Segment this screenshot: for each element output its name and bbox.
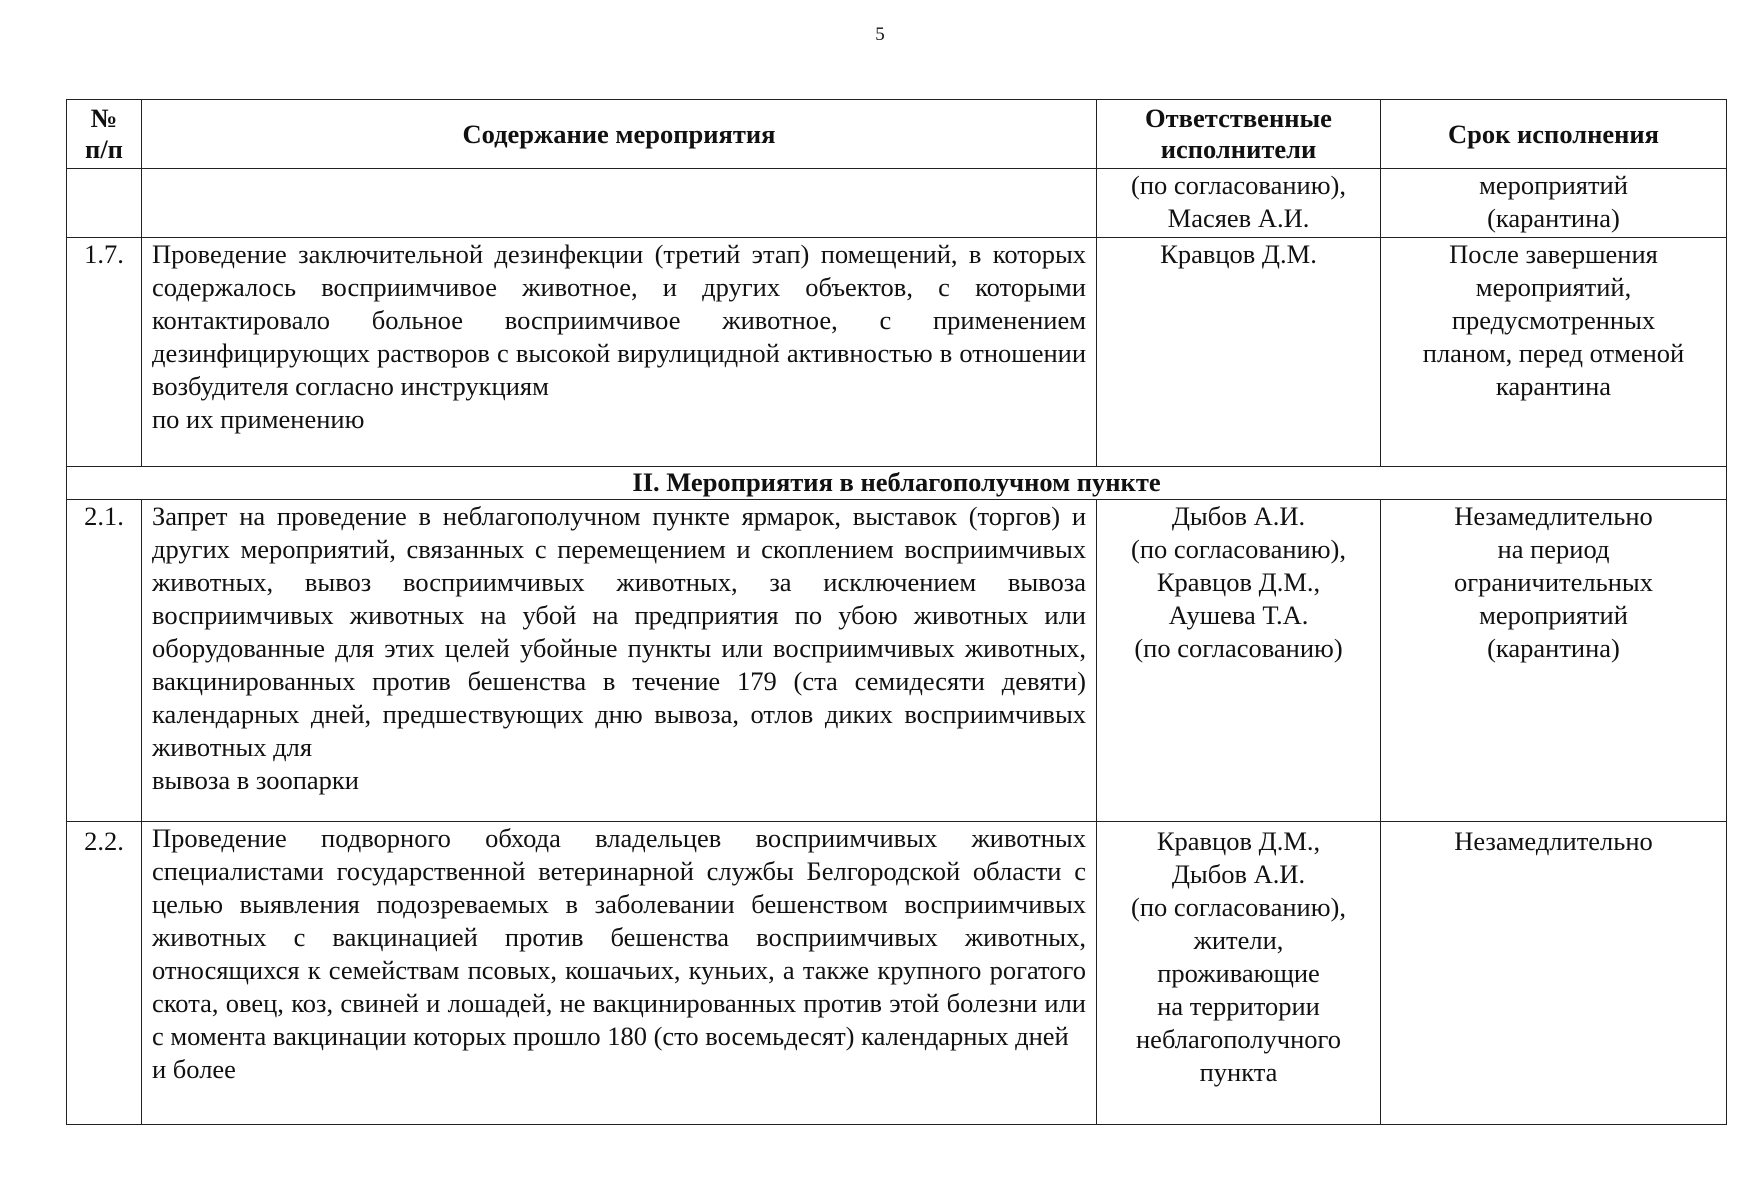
page-number: 5 xyxy=(875,24,885,45)
row-content xyxy=(142,822,1097,1125)
row-content-last-line: вывоза в зоопарки xyxy=(152,765,359,795)
row-responsible: Кравцов Д.М., Дыбов А.И. (по согласованию), жители, проживающие на территории неблагополучного пункта xyxy=(1097,822,1381,1125)
row-responsible: Кравцов Д.М. xyxy=(1097,238,1381,467)
row-content-text: Запрет на проведение в неблагополучном пункте ярмарок, выставок (торгов) и других мероприятий, связанных с перемещением и скоплением восприимчивых животных, вывоз восприимчивых животных, за исключением вывоза восприимчивых животных на убой на предприятия по убою животных или оборудованные для этих целей убойные пункты или восприимчивых животных, вакцинированных против бешенства в течение 179 (ста семидесяти девяти) календарных дней, предшествующих дню вывоза, отлов диких восприимчивых животных для xyxy=(152,501,1086,762)
row-content-last-line: и более xyxy=(152,1054,236,1084)
row-responsible: (по согласованию), Масяев А.И. xyxy=(1097,169,1381,238)
section-title: II. Мероприятия в неблагополучном пункте xyxy=(67,467,1727,500)
row-responsible: Дыбов А.И. (по согласованию), Кравцов Д.М., Аушева Т.А. (по согласованию) xyxy=(1097,500,1381,822)
row-content xyxy=(142,169,1097,238)
header-content: Содержание мероприятия xyxy=(142,100,1097,169)
table-header-row xyxy=(67,100,1727,169)
table-row-2-2 xyxy=(67,822,1727,1125)
row-term: мероприятий (карантина) xyxy=(1381,169,1727,238)
row-term: Незамедлительно xyxy=(1381,822,1727,1125)
table-row-1-7 xyxy=(67,238,1727,467)
row-content xyxy=(142,238,1097,467)
row-content-text: Проведение подворного обхода владельцев восприимчивых животных специалистами государственной ветеринарной службы Белгородской области с целью выявления подозреваемых в заболевании бешенством восприимчивых животных с вакцинацией против бешенства восприимчивых животных, относящихся к семействам псовых, кошачьих, куньих, а также крупного рогатого скота, овец, коз, свиней и лошадей, не вакцинированных против этой болезни или с момента вакцинации которых прошло 180 (сто восемьдесят) календарных дней xyxy=(152,823,1086,1051)
row-term: Незамедлительно на период ограничительных мероприятий (карантина) xyxy=(1381,500,1727,822)
table-row-continuation xyxy=(67,169,1727,238)
row-number: 2.2. xyxy=(67,822,142,1125)
row-content xyxy=(142,500,1097,822)
header-responsible: Ответственные исполнители xyxy=(1097,100,1381,169)
row-number: 1.7. xyxy=(67,238,142,467)
action-plan-table xyxy=(66,99,1727,1125)
header-term: Срок исполнения xyxy=(1381,100,1727,169)
section-row xyxy=(67,467,1727,500)
table-row-2-1 xyxy=(67,500,1727,822)
row-term: После завершения мероприятий, предусмотренных планом, перед отменой карантина xyxy=(1381,238,1727,467)
row-number: 2.1. xyxy=(67,500,142,822)
row-number xyxy=(67,169,142,238)
row-content-last-line: по их применению xyxy=(152,404,365,434)
header-number: № п/п xyxy=(67,100,142,169)
row-content-text: Проведение заключительной дезинфекции (третий этап) помещений, в которых содержалось восприимчивое животное, и других объектов, с которыми контактировало больное восприимчивое животное, с применением дезинфицирующих растворов с высокой вирулицидной активностью в отношении возбудителя согласно инструкциям xyxy=(152,239,1086,401)
